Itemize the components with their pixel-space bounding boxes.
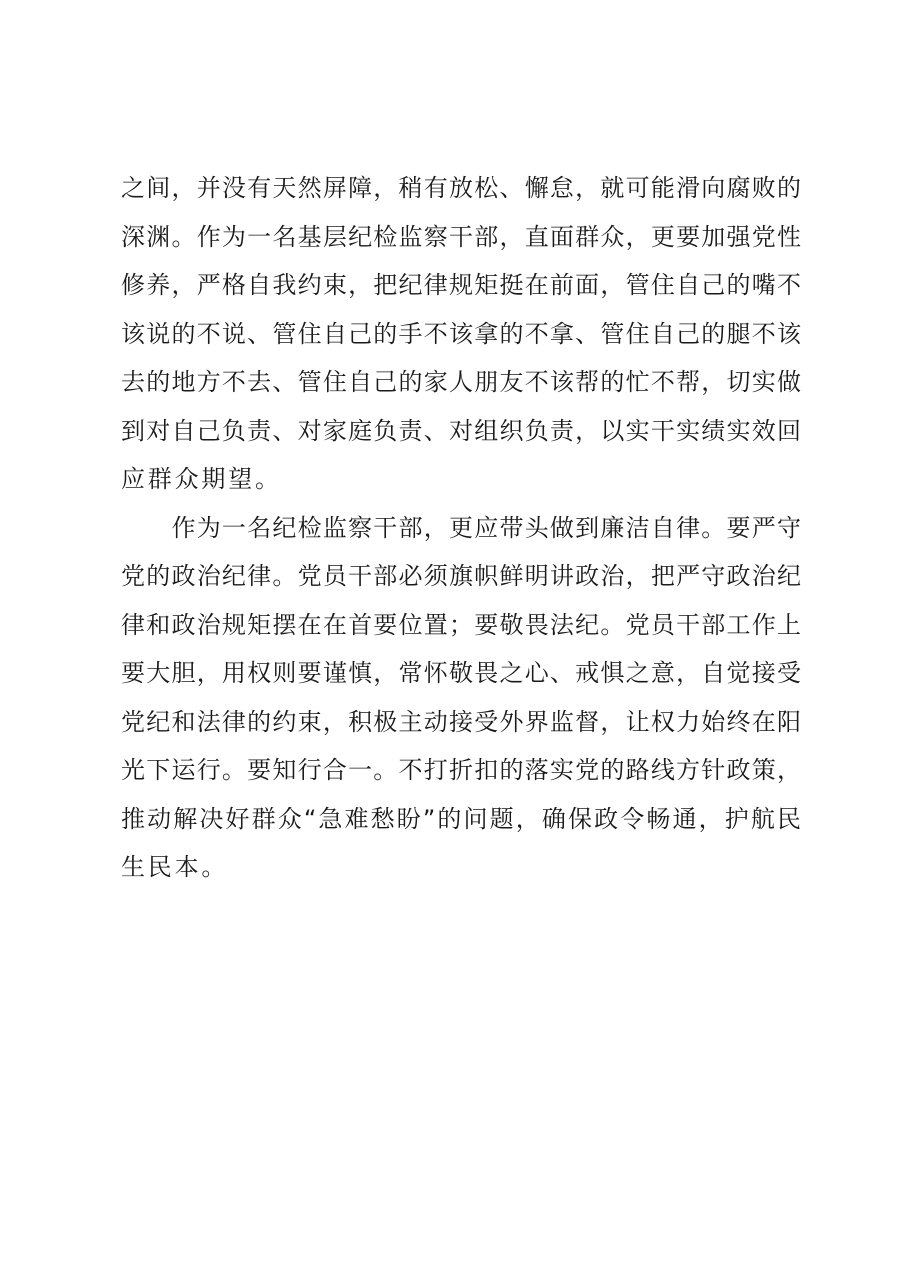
paragraph-1-line: 深渊。作为一名基层纪检监察干部，直面群众，更要加强党性	[121, 222, 801, 251]
paragraph-1-line: 修养，严格自我约束，把纪律规矩挺在前面，管住自己的嘴不	[121, 271, 801, 299]
paragraph-2-line: 党纪和法律的约束，积极主动接受外界监督，让权力始终在阳	[121, 707, 801, 736]
paragraph-1-last-line: 应群众期望。	[121, 465, 282, 493]
paragraph-2-line: 光下运行。要知行合一。不打折扣的落实党的路线方针政策，	[121, 756, 801, 784]
paragraph-2-line: 推动解决好群众“急难愁盼”的问题，确保政令畅通，护航民	[121, 804, 801, 833]
paragraph-2-line: 党的政治纪律。党员干部必须旗帜鲜明讲政治，把严守政治纪	[121, 562, 801, 590]
paragraph-2-last-line: 生民本。	[121, 853, 229, 881]
paragraph-1-line: 之间，并没有天然屏障，稍有放松、懈怠，就可能滑向腐败的	[121, 174, 801, 202]
document-body	[121, 164, 801, 892]
paragraph-1-line: 该说的不说、管住自己的手不该拿的不拿、管住自己的腿不该	[121, 319, 801, 348]
paragraph-2-first-line: 作为一名纪检监察干部，更应带头做到廉洁自律。要严守	[121, 513, 801, 542]
paragraph-1-line: 到对自己负责、对家庭负责、对组织负责，以实干实绩实效回	[121, 416, 801, 445]
paragraph-2-line: 律和政治规矩摆在在首要位置；要敬畏法纪。党员干部工作上	[121, 610, 801, 639]
paragraph-1-line: 去的地方不去、管住自己的家人朋友不该帮的忙不帮，切实做	[121, 368, 801, 396]
paragraph-2-line: 要大胆，用权则要谨慎，常怀敬畏之心、戒惧之意，自觉接受	[121, 659, 801, 687]
